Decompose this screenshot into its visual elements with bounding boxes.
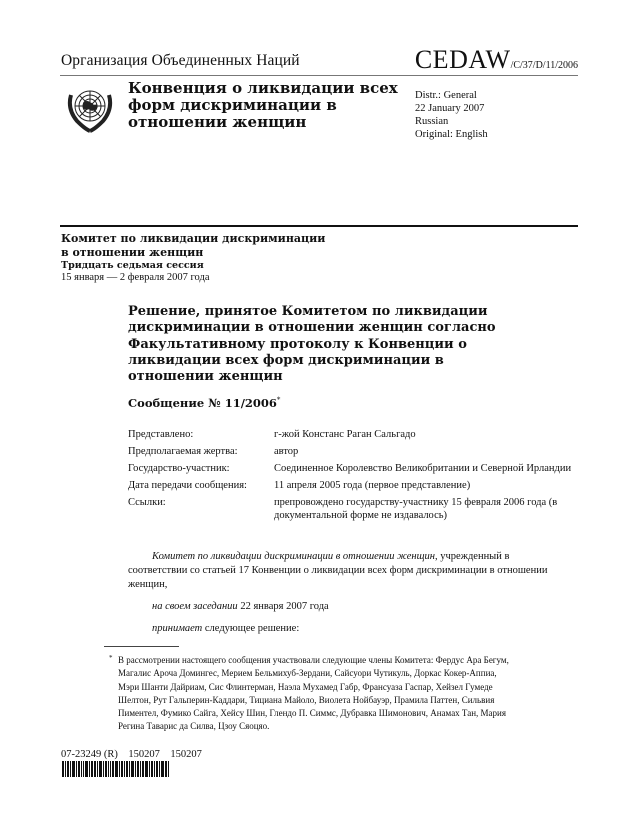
distribution-original: Original: English [415, 129, 488, 140]
header-rule [60, 75, 578, 76]
meeting-text: 22 января 2007 года [237, 601, 329, 612]
footnote-mark: * [109, 654, 113, 662]
committee-name [61, 232, 325, 260]
adopts-italic: принимает [152, 623, 203, 634]
decision-title: Решение, принятое Комитетом по ликвидации дискриминации в отношении женщин согласно Факультативному протоколу к Конвенции о ликвидации всех форм дискриминации в отношении женщин [128, 304, 496, 385]
symbol-main: CEDAW [414, 45, 511, 74]
distribution-block [415, 89, 488, 141]
preamble-text: , учрежденный в соответствии со статьей 17 Конвенции о ликвидации всех форм дискриминации в отношении женщин, [128, 551, 548, 590]
info-label: Государство-участник: [128, 463, 230, 474]
info-label: Дата передачи сообщения: [128, 480, 247, 491]
info-row-state-party [128, 462, 573, 475]
info-row-date-of-communication [128, 479, 573, 492]
distribution-type: Distr.: General [415, 90, 477, 101]
committee-name-line2: в отношении женщин [61, 246, 204, 259]
convention-title: Конвенция о ликвидации всех форм дискриминации в отношении женщин [128, 79, 398, 131]
committee-name-line1: Комитет по ликвидации дискриминации [61, 232, 326, 245]
meeting-paragraph [128, 600, 558, 614]
info-value: 11 апреля 2005 года (первое представление) [274, 480, 471, 491]
organization-name: Организация Объединенных Наций [61, 52, 300, 69]
session-title: Тридцать седьмая сессия [61, 260, 204, 271]
symbol-suffix: /C/37/D/11/2006 [510, 60, 578, 71]
communication-info-table [128, 428, 573, 526]
info-row-alleged-victim [128, 445, 573, 458]
barcode-icon [62, 761, 170, 777]
document-symbol [415, 45, 578, 75]
meeting-italic: на своем заседании [152, 601, 238, 612]
info-value: автор [274, 446, 299, 457]
preamble-italic: Комитет по ликвидации дискриминации в отношении женщин [152, 551, 435, 562]
distribution-date: 22 January 2007 [415, 103, 485, 114]
footnote-separator [104, 646, 179, 647]
un-emblem-icon [63, 81, 117, 135]
masthead-rule [60, 225, 578, 227]
session-dates: 15 января — 2 февраля 2007 года [61, 272, 210, 283]
info-value: Соединенное Королевство Великобритании и Северной Ирландии [274, 463, 572, 474]
footnote [109, 654, 518, 734]
communication-number [128, 396, 280, 410]
footnote-text: В рассмотрении настоящего сообщения участвовали следующие члены Комитета: Фердус Ара Бегум, Магалис Ароча Домингес, Мерием Бельмихуб-Зердани, Сайсуори Чутикуль, Доркас Кокер-Аппиа, Мэри Шанти Дайриам, Сис Флинтерман, Наэла Мухамед Габр, Франсуаза Гаспар, Хейзел Гумеде Шелтон, Рут Гальперин-Каддари, Тициана Майоло, Виолета Нойбауэр, Прамила Паттен, Сильвия Пиментел, Фумико Сайга, Хейсу Шин, Глендо П. Симмс, Дубравка Шимонович, Анамах Тан, Мария Регина Таварис да Силва, Цзоу Сяоцяо. [118, 655, 509, 732]
info-label: Предполагаемая жертва: [128, 446, 238, 457]
info-label: Ссылки: [128, 497, 166, 508]
decision-body [128, 550, 558, 644]
footnote-reference[interactable]: * [276, 396, 281, 405]
adopts-paragraph [128, 622, 558, 636]
adopts-text: следующее решение: [202, 623, 300, 634]
job-number: 07-23249 (R) 150207 150207 [61, 749, 202, 760]
communication-label: Сообщение № 11/2006 [128, 396, 277, 410]
info-label: Представлено: [128, 429, 194, 440]
distribution-language: Russian [415, 116, 449, 127]
info-row-references [128, 496, 573, 522]
info-row-submitted-by [128, 428, 573, 441]
preamble-paragraph [128, 550, 558, 592]
info-value: препровождено государству-участнику 15 февраля 2006 года (в документальной форме не издавалось) [274, 497, 558, 521]
info-value: г-жой Констанс Раган Сальгадо [274, 429, 416, 440]
